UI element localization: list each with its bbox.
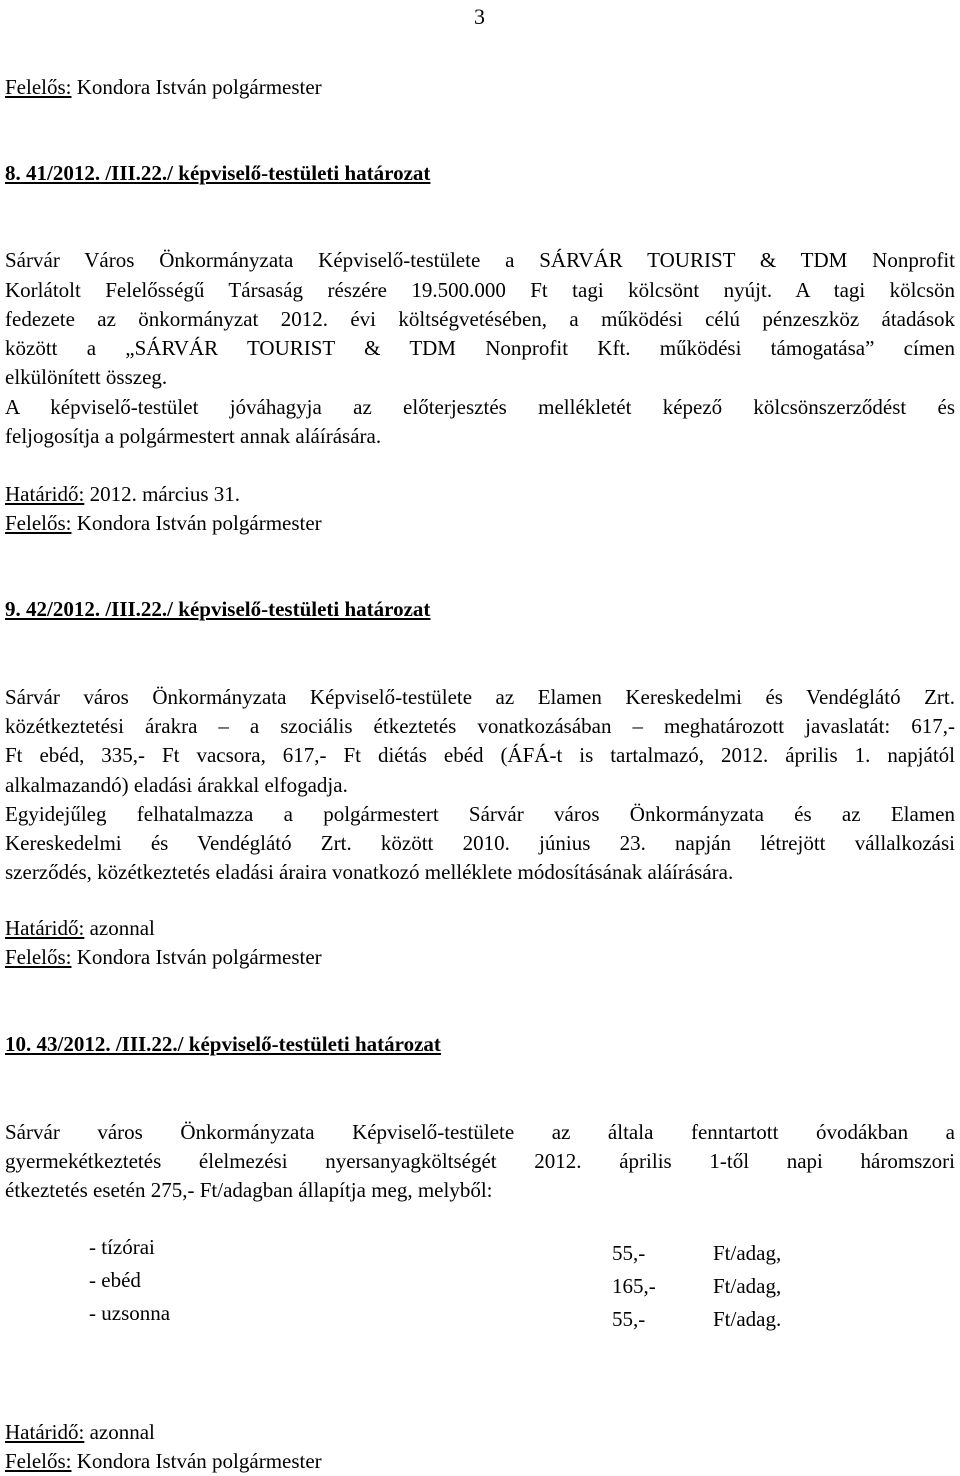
- list-item-amount: 165,-: [612, 1274, 656, 1298]
- paragraph-line: Sárvár Város Önkormányzata Képviselő-testülete a SÁRVÁR TOURIST & TDM Nonprofit: [5, 248, 955, 272]
- list-item-unit: Ft/adag.: [713, 1307, 782, 1331]
- page-number: 3: [474, 4, 485, 29]
- paragraph-line: feljogosítja a polgármestert annak aláírására.: [5, 424, 382, 448]
- paragraph-line: között a „SÁRVÁR TOURIST & TDM Nonprofit Kft. működési támogatása” címen: [5, 336, 955, 360]
- responsible-value: Kondora István polgármester: [76, 75, 322, 99]
- responsible-line: [5, 509, 322, 538]
- list-item-unit: Ft/adag,: [713, 1241, 782, 1265]
- paragraph-line: gyermekétkeztetés élelmezési nyersanyagköltségét 2012. április 1-től napi háromszori: [5, 1149, 955, 1173]
- responsible-label: Felelős:: [5, 511, 72, 535]
- responsible-line: [5, 943, 322, 972]
- resolution-heading-8: 8. 41/2012. /III.22./ képviselő-testületi határozat: [5, 161, 431, 185]
- list-item-name: - uzsonna: [89, 1301, 171, 1325]
- deadline-line: [5, 1418, 155, 1447]
- paragraph-line: Sárvár város Önkormányzata Képviselő-testülete az Elamen Kereskedelmi és Vendéglátó Zrt.: [5, 685, 955, 709]
- deadline-label: Határidő:: [5, 482, 85, 506]
- list-item-amount: 55,-: [612, 1241, 646, 1265]
- resolution-heading-10: 10. 43/2012. /III.22./ képviselő-testületi határozat: [5, 1032, 441, 1056]
- responsible-value: Kondora István polgármester: [71, 945, 322, 969]
- list-item-amount: 55,-: [612, 1307, 646, 1331]
- paragraph-line: alkalmazandó) eladási árakkal elfogadja.: [5, 773, 348, 797]
- list-item-name: - ebéd: [89, 1268, 141, 1292]
- deadline-value: azonnal: [84, 1420, 155, 1444]
- responsible-label: Felelős:: [5, 945, 72, 969]
- deadline-line: [5, 914, 155, 943]
- paragraph-line: Korlátolt Felelősségű Társaság részére 19.500.000 Ft tagi kölcsönt nyújt. A tagi kölcsön: [5, 278, 955, 302]
- list-item-name: - tízórai: [89, 1235, 155, 1259]
- list-item-unit: Ft/adag,: [713, 1274, 782, 1298]
- resolution-heading-9: 9. 42/2012. /III.22./ képviselő-testületi határozat: [5, 597, 431, 621]
- deadline-value: 2012. március 31.: [84, 482, 241, 506]
- deadline-label: Határidő:: [5, 916, 85, 940]
- paragraph-line: étkeztetés esetén 275,- Ft/adagban állapítja meg, melyből:: [5, 1178, 493, 1202]
- responsible-line: [5, 73, 322, 102]
- paragraph-line: elkülönített összeg.: [5, 365, 168, 389]
- paragraph-line: fedezete az önkormányzat 2012. évi költségvetésében, a működési célú pénzeszköz átadások: [5, 307, 955, 331]
- paragraph-line: Ft ebéd, 335,- Ft vacsora, 617,- Ft diétás ebéd (ÁFÁ-t is tartalmazó, 2012. április 1. napjától: [5, 743, 955, 767]
- deadline-label: Határidő:: [5, 1420, 85, 1444]
- deadline-line: [5, 480, 240, 509]
- paragraph-line: Sárvár város Önkormányzata Képviselő-testülete az általa fenntartott óvodákban a: [5, 1120, 955, 1144]
- paragraph-line: Kereskedelmi és Vendéglátó Zrt. között 2010. június 23. napján létrejött vállalkozási: [5, 831, 955, 855]
- responsible-label: Felelős:: [5, 1449, 72, 1473]
- deadline-value: azonnal: [84, 916, 155, 940]
- paragraph-line: szerződés, közétkeztetés eladási áraira vonatkozó melléklete módosításának aláírására.: [5, 860, 734, 884]
- responsible-value: Kondora István polgármester: [71, 511, 322, 535]
- responsible-value: Kondora István polgármester: [71, 1449, 322, 1473]
- paragraph-line: A képviselő-testület jóváhagyja az előterjesztés mellékletét képező kölcsönszerződést és: [5, 395, 955, 419]
- responsible-label: Felelős:: [5, 75, 72, 99]
- paragraph-line: közétkeztetési árakra – a szociális étkeztetés vonatkozásában – meghatározott javaslatát: 617,-: [5, 714, 955, 738]
- paragraph-line: Egyidejűleg felhatalmazza a polgármestert Sárvár város Önkormányzata és az Elamen: [5, 802, 955, 826]
- responsible-line: [5, 1447, 322, 1476]
